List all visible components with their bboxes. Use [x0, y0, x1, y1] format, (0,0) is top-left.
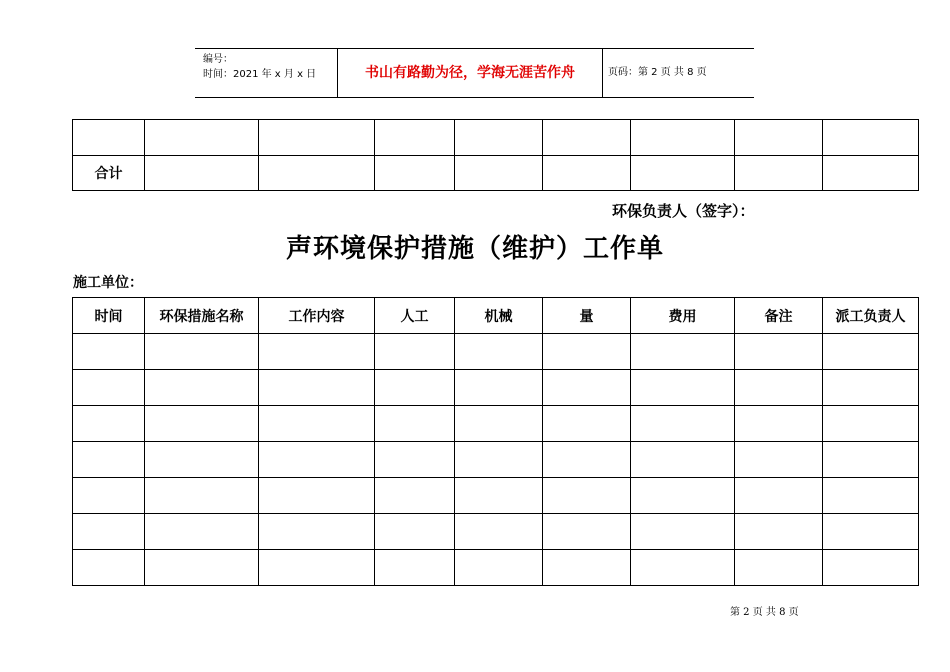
doc-number-label: 编号：	[203, 54, 233, 65]
table-cell	[823, 334, 919, 370]
table-cell	[631, 406, 735, 442]
table-cell	[543, 120, 631, 156]
table-cell	[631, 156, 735, 191]
table-cell	[145, 370, 259, 406]
table-row	[73, 406, 919, 442]
total-label: 合计	[73, 156, 145, 191]
table-cell	[73, 550, 145, 586]
table-row	[73, 120, 919, 156]
table-cell	[631, 478, 735, 514]
table-cell	[73, 478, 145, 514]
table-cell	[543, 514, 631, 550]
table-cell	[73, 442, 145, 478]
table-cell	[375, 478, 455, 514]
table-cell	[823, 442, 919, 478]
table-cell	[455, 478, 543, 514]
signature-label: 环保负责人（签字）：	[612, 202, 755, 220]
table-cell	[543, 370, 631, 406]
table-cell	[455, 550, 543, 586]
table-cell	[735, 514, 823, 550]
table-cell	[73, 370, 145, 406]
table-cell	[735, 406, 823, 442]
table-cell	[145, 478, 259, 514]
table-cell	[145, 156, 259, 191]
table-cell	[543, 406, 631, 442]
table-cell	[631, 334, 735, 370]
table-cell	[73, 514, 145, 550]
table-cell	[735, 156, 823, 191]
column-header: 机械	[455, 298, 543, 334]
header-divider	[602, 49, 603, 97]
table-cell	[375, 514, 455, 550]
column-header: 量	[543, 298, 631, 334]
column-header: 环保措施名称	[145, 298, 259, 334]
table-cell	[145, 514, 259, 550]
table-cell	[543, 156, 631, 191]
table-cell	[375, 550, 455, 586]
column-header: 备注	[735, 298, 823, 334]
table-cell	[259, 120, 375, 156]
table-cell	[631, 370, 735, 406]
page-title: 声环境保护措施（维护）工作单	[285, 234, 664, 264]
table-cell	[735, 120, 823, 156]
table-cell	[823, 514, 919, 550]
table-cell	[455, 370, 543, 406]
table-cell	[145, 334, 259, 370]
table-cell	[823, 370, 919, 406]
table-row	[73, 514, 919, 550]
table-cell	[145, 120, 259, 156]
table-cell	[455, 120, 543, 156]
table-cell	[735, 370, 823, 406]
total-row	[73, 156, 919, 191]
table-cell	[73, 334, 145, 370]
table-cell	[631, 514, 735, 550]
table-cell	[823, 550, 919, 586]
column-header: 工作内容	[259, 298, 375, 334]
table-cell	[259, 550, 375, 586]
table-cell	[259, 334, 375, 370]
table-cell	[73, 120, 145, 156]
table-cell	[543, 550, 631, 586]
table-cell	[543, 442, 631, 478]
table-cell	[145, 550, 259, 586]
table-cell	[823, 478, 919, 514]
table-cell	[543, 334, 631, 370]
page-header	[195, 48, 754, 98]
table-cell	[375, 370, 455, 406]
table-cell	[735, 550, 823, 586]
table-cell	[375, 406, 455, 442]
table-cell	[455, 334, 543, 370]
table-cell	[259, 514, 375, 550]
table-row	[73, 334, 919, 370]
table-cell	[735, 334, 823, 370]
table-cell	[823, 156, 919, 191]
table-cell	[73, 406, 145, 442]
table-cell	[375, 156, 455, 191]
table-header-row	[73, 298, 919, 334]
table-cell	[631, 442, 735, 478]
table-row	[73, 442, 919, 478]
table-cell	[543, 478, 631, 514]
table-cell	[631, 550, 735, 586]
column-header: 时间	[73, 298, 145, 334]
table-cell	[455, 514, 543, 550]
table-cell	[259, 156, 375, 191]
table-cell	[735, 478, 823, 514]
table-cell	[455, 442, 543, 478]
table-row	[73, 478, 919, 514]
table-cell	[145, 406, 259, 442]
table-cell	[455, 156, 543, 191]
table-cell	[259, 442, 375, 478]
table-row	[73, 370, 919, 406]
table-cell	[375, 334, 455, 370]
table-cell	[375, 442, 455, 478]
date-label: 时间：2021 年 x 月 x 日	[203, 69, 317, 80]
table-cell	[823, 120, 919, 156]
table-cell	[735, 442, 823, 478]
table-cell	[259, 478, 375, 514]
table-cell	[631, 120, 735, 156]
header-meta	[203, 52, 316, 82]
column-header: 人工	[375, 298, 455, 334]
column-header: 派工负责人	[823, 298, 919, 334]
table-cell	[455, 406, 543, 442]
table-cell	[259, 406, 375, 442]
header-motto: 书山有路勤为径，学海无涯苦作舟	[365, 65, 575, 81]
table-row	[73, 550, 919, 586]
table-cell	[259, 370, 375, 406]
table-cell	[823, 406, 919, 442]
table-cell	[375, 120, 455, 156]
column-header: 费用	[631, 298, 735, 334]
top-table	[72, 119, 919, 191]
header-page-info: 页码：第 2 页 共 8 页	[608, 67, 707, 78]
work-table	[72, 297, 919, 586]
table-cell	[145, 442, 259, 478]
page-footer: 第 2 页 共 8 页	[730, 607, 799, 618]
unit-label: 施工单位：	[73, 275, 143, 291]
